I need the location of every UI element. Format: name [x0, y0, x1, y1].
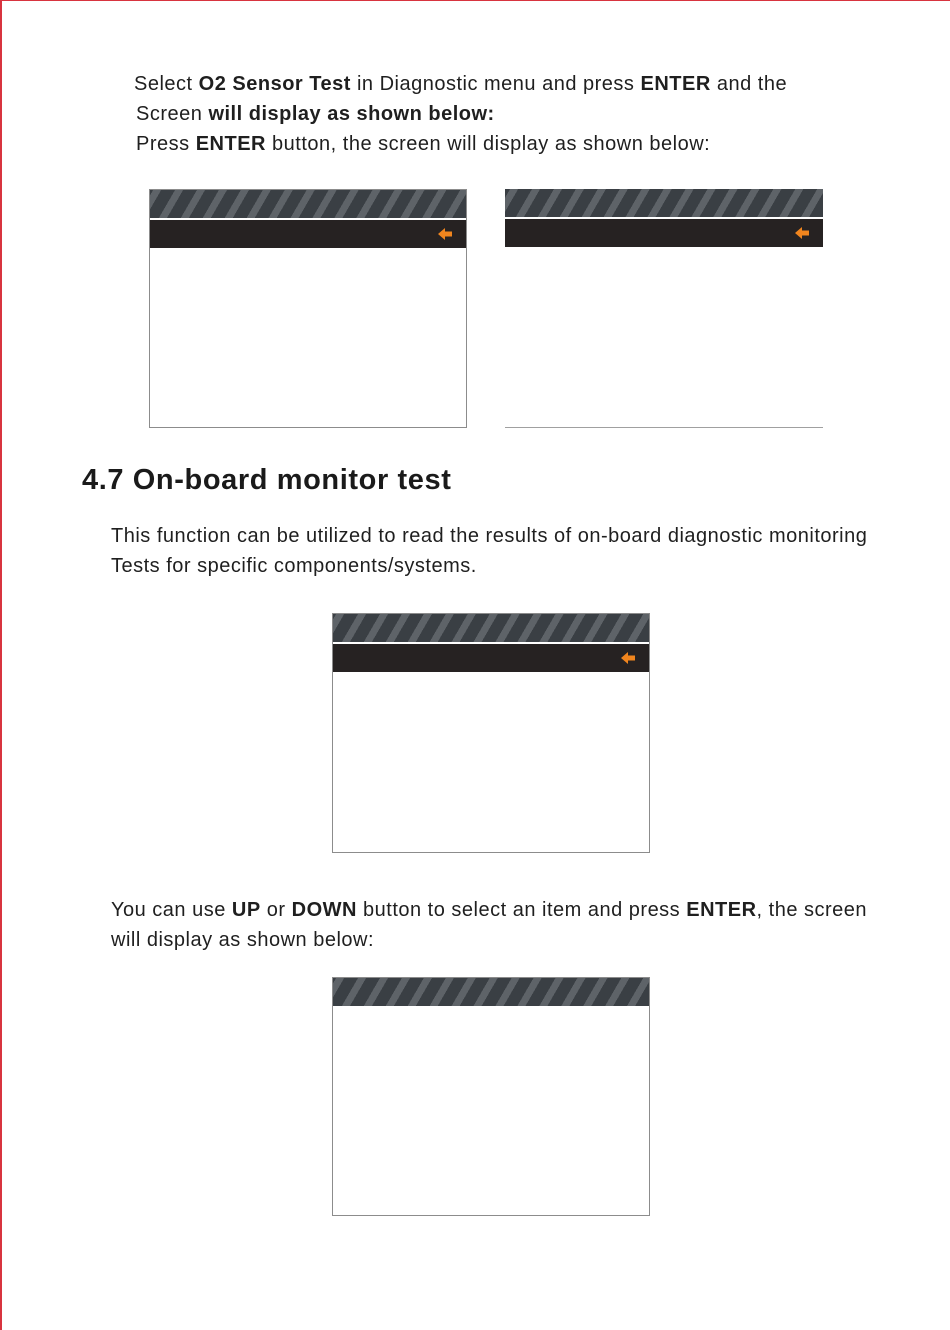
arrow-left-icon — [438, 228, 452, 240]
intro-text: button, the screen will display as shown below: — [265, 133, 711, 155]
intro-text: Press — [136, 133, 196, 155]
screen-mockup-monitor-result — [332, 977, 650, 1216]
screen-title-bar — [333, 614, 649, 644]
enter-term: ENTER — [686, 899, 757, 921]
intro-text: Select — [134, 73, 199, 95]
arrow-left-icon — [795, 227, 809, 239]
description-line-2: Tests for specific components/systems. — [111, 555, 477, 577]
screen-mockup-o2-menu — [149, 189, 467, 428]
description-line-1: This function can be utilized to read the results of on-board diagnostic monitoring — [111, 525, 868, 547]
screen-selection-bar — [333, 644, 649, 672]
intro-line-1 — [134, 69, 787, 99]
section-heading: 4.7 On-board monitor test — [82, 464, 452, 496]
instruction-text: or — [260, 899, 292, 921]
intro-text: Screen — [136, 103, 209, 125]
screen-mockup-o2-result — [505, 189, 823, 428]
arrow-left-icon — [621, 652, 635, 664]
screen-title-bar — [505, 189, 823, 219]
page-edge-top — [0, 0, 950, 1]
intro-text: in Diagnostic menu and press — [350, 73, 641, 95]
screen-mockup-monitor-menu — [332, 613, 650, 853]
instruction-line-1 — [111, 895, 867, 925]
down-term: DOWN — [291, 899, 357, 921]
o2-sensor-test-term: O2 Sensor Test — [198, 73, 351, 95]
screen-selection-bar — [150, 220, 466, 248]
intro-text: and the — [710, 73, 788, 95]
enter-term: ENTER — [195, 133, 266, 155]
intro-bold-text: will display as shown below: — [208, 103, 495, 125]
enter-term: ENTER — [640, 73, 711, 95]
up-term: UP — [231, 899, 261, 921]
instruction-text: button to select an item and press — [356, 899, 687, 921]
screen-title-bar — [333, 978, 649, 1008]
page-edge-left — [0, 0, 2, 1330]
intro-line-3 — [136, 129, 710, 159]
instruction-text: You can use — [111, 899, 232, 921]
screen-title-bar — [150, 190, 466, 220]
intro-line-2 — [136, 99, 495, 129]
instruction-text: , the screen — [756, 899, 868, 921]
instruction-line-2: will display as shown below: — [111, 929, 375, 951]
screen-selection-bar — [505, 219, 823, 247]
